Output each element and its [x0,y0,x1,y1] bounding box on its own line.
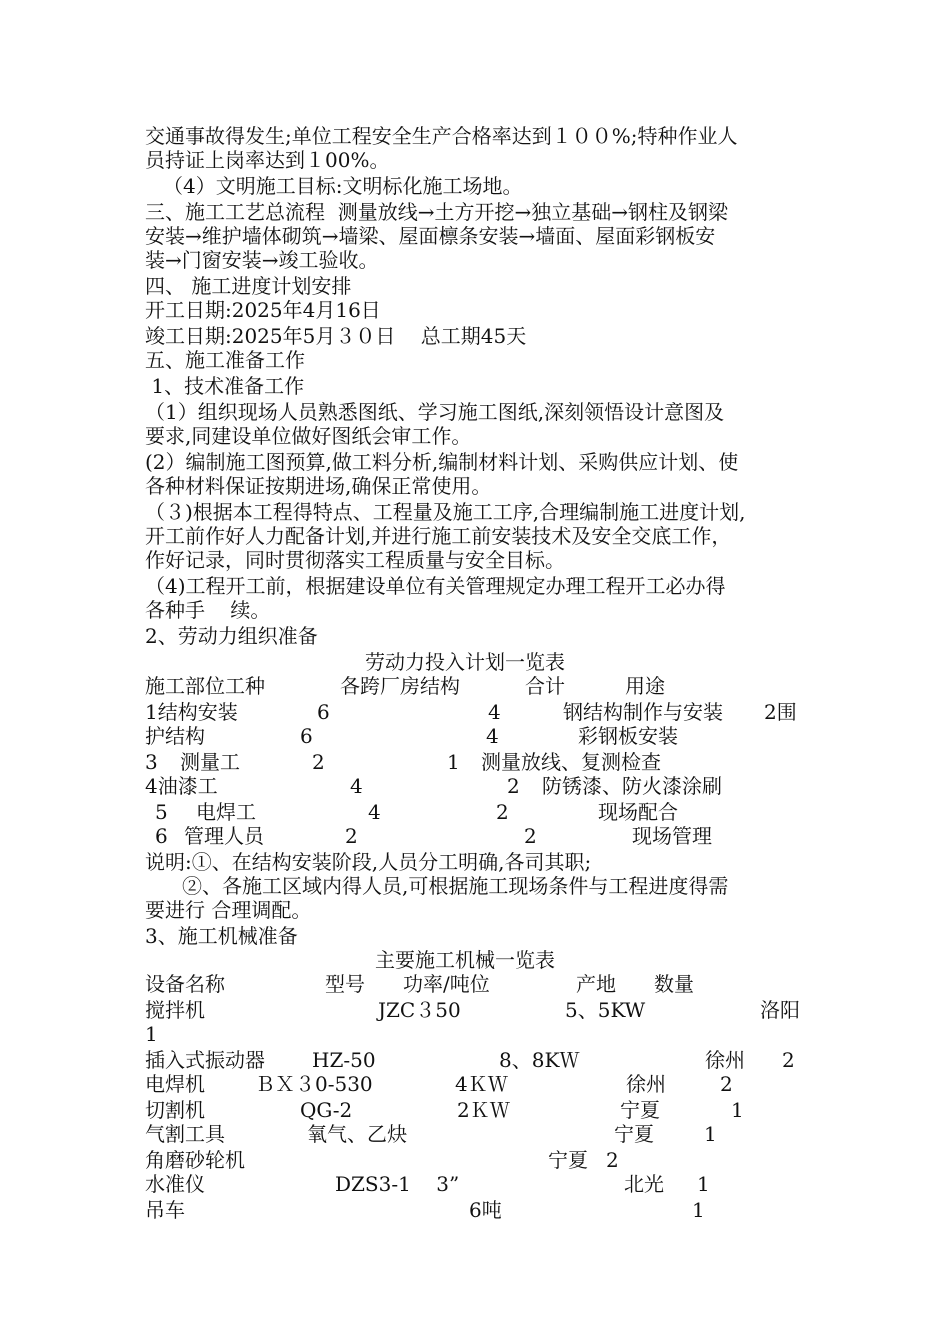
machine-cell: 8、8KＷ [499,1048,580,1072]
labor-cell: 现场配合 [598,800,678,824]
machine-table-header: 产地 [576,972,616,996]
machine-cell: 1 [704,1122,717,1146]
section-heading: 四、 施工进度计划安排 [145,274,352,298]
machine-cell: ＢＸ３0-530 [255,1072,373,1096]
machine-cell: 水准仪 [145,1172,205,1196]
machine-cell: 电焊机 [145,1072,205,1096]
section-heading: 三、施工工艺总流程 测量放线→土方开挖→独立基础→钢柱及钢梁 [145,200,728,224]
machine-table-header: 功率/吨位 [403,972,490,996]
labor-cell: 3 [145,750,158,774]
paragraph-line: 员持证上岗率达到１00%。 [145,148,390,172]
labor-cell: 测量工 [180,750,240,774]
labor-cell: 管理人员 [184,824,264,848]
labor-cell: 4 [488,700,501,724]
labor-table-header: 施工部位工种 [145,674,265,698]
paragraph-line: 安装→维护墙体砌筑→墙梁、屋面檩条安装→墙面、屋面彩钢板安 [145,224,716,248]
machine-cell: DZS3-1 3” [335,1172,460,1196]
machine-table-title: 主要施工机械一览表 [375,948,555,972]
paragraph-line: 各种材料保证按期进场,确保正常使用。 [145,474,492,498]
machine-cell: 北光 [624,1172,664,1196]
machine-cell: HZ-50 [312,1048,376,1072]
labor-cell: 测量放线、复测检查 [481,750,661,774]
machine-table-header: 设备名称 [145,972,225,996]
labor-cell: 4 [350,774,363,798]
paragraph-line: 装→门窗安装→竣工验收。 [145,248,379,272]
paragraph-line: 交通事故得发生;单位工程安全生产合格率达到１００%;特种作业人 [145,124,738,148]
labor-cell: 5 [155,800,168,824]
machine-cell: 4ＫＷ [455,1072,508,1096]
labor-cell: 防锈漆、防火漆涂刷 [542,774,722,798]
paragraph-line: 要求,同建设单位做好图纸会审工作。 [145,424,472,448]
paragraph-line: 开工前作好人力配备计划,并进行施工前安装技术及安全交底工作， [145,524,732,548]
note-line: ②、各施工区域内得人员,可根据施工现场条件与工程进度得需 [182,874,729,898]
machine-cell: 宁夏 [620,1098,660,1122]
labor-cell: 2 [507,774,520,798]
paragraph-line: （３)根据本工程得特点、工程量及施工工序,合理编制施工进度计划, [145,500,746,524]
machine-cell: 徐州 [626,1072,666,1096]
machine-cell: 1 [731,1098,744,1122]
labor-cell: 2 [345,824,358,848]
machine-cell: 6吨 [469,1198,502,1222]
machine-cell: 切割机 [145,1098,205,1122]
labor-table-header: 用途 [625,674,665,698]
labor-table-header: 合计 [525,674,565,698]
machine-cell: 角磨砂轮机 [145,1148,245,1172]
paragraph-line: (2）编制施工图预算,做工料分析,编制材料计划、采购供应计划、使 [145,450,739,474]
note-line: 说明:①、在结构安装阶段,人员分工明确,各司其职; [145,850,592,874]
machine-cell: 吊车 [145,1198,185,1222]
section-heading: 五、施工准备工作 [145,348,305,372]
subsection-heading: 2、劳动力组织准备 [145,624,318,648]
labor-cell: 电焊工 [196,800,256,824]
labor-cell: 2围 [764,700,797,724]
machine-cell: 徐州 [705,1048,745,1072]
labor-cell: 6 [300,724,313,748]
labor-cell: 1结构安装 [145,700,238,724]
completion-date: 竣工日期:2025年5月３０日 总工期45天 [145,324,527,348]
machine-cell: QG-2 [300,1098,353,1122]
labor-cell: 钢结构制作与安装 [563,700,723,724]
machine-cell: 气割工具 [145,1122,225,1146]
note-line: 要进行 合理调配。 [145,898,312,922]
machine-cell: 2 [606,1148,619,1172]
labor-cell: 6 [317,700,330,724]
paragraph-line: （1）组织现场人员熟悉图纸、学习施工图纸,深刻领悟设计意图及 [145,400,725,424]
labor-table-title: 劳动力投入计划一览表 [365,650,565,674]
machine-table-header: 数量 [654,972,694,996]
labor-cell: 4 [486,724,499,748]
machine-cell: 插入式振动器 [145,1048,265,1072]
machine-cell: JZC３50 [378,998,461,1022]
machine-cell: 5、5KW [565,998,646,1022]
machine-cell: 2 [720,1072,733,1096]
paragraph-line: （4)工程开工前，根据建设单位有关管理规定办理工程开工必办得 [145,574,726,598]
labor-cell: 4 [368,800,381,824]
labor-cell: 2 [496,800,509,824]
machine-cell: 搅拌机 [145,998,205,1022]
subsection-heading: 3、施工机械准备 [145,924,298,948]
labor-cell: 2 [524,824,537,848]
machine-cell: 氧气、乙炔 [307,1122,407,1146]
labor-cell: 4油漆工 [145,774,218,798]
machine-cell: 2ＫＷ [457,1098,510,1122]
machine-cell: 宁夏 [614,1122,654,1146]
labor-cell: 1 [447,750,460,774]
labor-cell: 护结构 [145,724,205,748]
paragraph-line: （4）文明施工目标:文明标化施工场地。 [163,174,523,198]
labor-cell: 彩钢板安装 [578,724,678,748]
paragraph-line: 作好记录，同时贯彻落实工程质量与安全目标。 [145,548,565,572]
machine-cell: 1 [692,1198,705,1222]
machine-cell: 洛阳 [760,998,800,1022]
labor-table-header: 各跨厂房结构 [340,674,460,698]
labor-cell: 6 [155,824,168,848]
start-date: 开工日期:2025年4月16日 [145,298,381,322]
machine-cell: 1 [145,1022,158,1046]
labor-cell: 2 [312,750,325,774]
machine-cell: 宁夏 [548,1148,588,1172]
machine-cell: 2 [782,1048,795,1072]
machine-cell: 1 [697,1172,710,1196]
labor-cell: 现场管理 [632,824,712,848]
subsection-heading: 1、技术准备工作 [145,374,305,398]
machine-table-header: 型号 [325,972,365,996]
paragraph-line: 各种手 续。 [145,598,271,622]
